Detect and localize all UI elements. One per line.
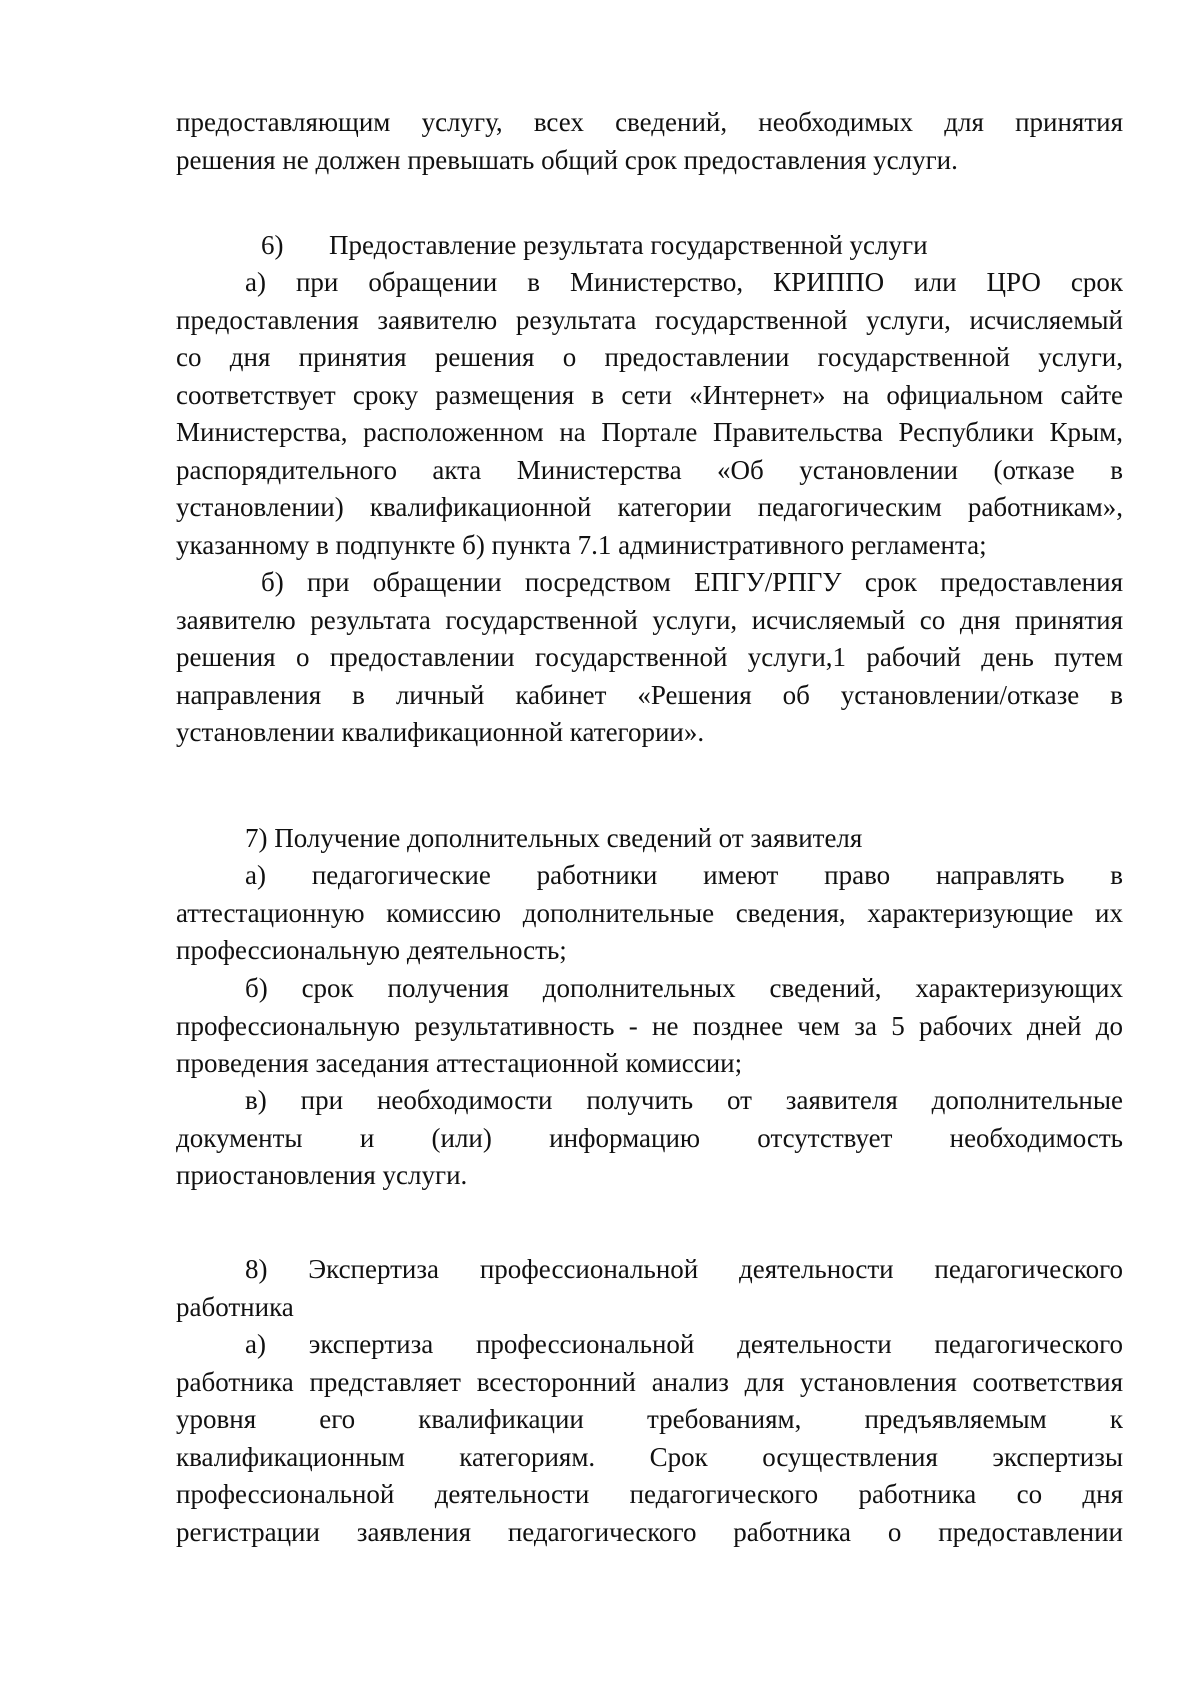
text-line: заявителю результата государственной услуги, исчисляемый со дня принятия <box>176 604 1123 635</box>
heading-line: работника <box>176 1291 294 1322</box>
text-line: б) при обращении посредством ЕПГУ/РПГУ срок предоставления <box>261 567 1123 597</box>
text-line: квалификационным категориям. Срок осуществления экспертизы <box>176 1441 1123 1472</box>
heading-line <box>176 227 1123 265</box>
text-line: со дня принятия решения о предоставлении государственной услуги, <box>176 342 1123 372</box>
text-line: приостановления услуги. <box>176 1160 468 1190</box>
text-line: направления в личный кабинет «Решения об установлении/отказе в <box>176 679 1123 710</box>
text-line: работника представляет всесторонний анализ для установления соответствия <box>176 1366 1123 1397</box>
text-line: а) педагогические работники имеют право направлять в <box>245 860 1123 890</box>
text-line: документы и (или) информацию отсутствует необходимость <box>176 1122 1123 1153</box>
text-line: профессиональную результативность - не позднее чем за 5 рабочих дней до <box>176 1010 1123 1041</box>
text-line: предоставления заявителю результата государственной услуги, исчисляемый <box>176 304 1123 335</box>
section-8-heading <box>176 1251 1123 1326</box>
text-line: профессиональную деятельность; <box>176 935 567 965</box>
text-line: Министерства, расположенном на Портале Правительства Республики Крым, <box>176 417 1123 447</box>
text-line: предоставляющим услугу, всех сведений, необходимых для принятия <box>176 107 1123 137</box>
text-line: установлении квалификационной категории». <box>176 717 705 747</box>
section-7-item-a <box>176 857 1123 970</box>
section-8-item-a <box>176 1326 1123 1551</box>
text-line: а) при обращении в Министерство, КРИППО или ЦРО срок <box>245 267 1123 297</box>
heading-line: 8) Экспертиза профессиональной деятельности педагогического <box>245 1254 1123 1284</box>
text-line: решения о предоставлении государственной услуги,1 рабочий день путем <box>176 642 1123 672</box>
section-7-item-v <box>176 1082 1123 1195</box>
text-line: аттестационную комиссию дополнительные сведения, характеризующие их <box>176 897 1123 928</box>
text-line: регистрации заявления педагогического работника о предоставлении <box>176 1516 1123 1547</box>
text-line: распорядительного акта Министерства «Об установлении (отказе в <box>176 454 1123 485</box>
text-line: в) при необходимости получить от заявителя дополнительные <box>245 1085 1123 1115</box>
text-line: указанному в подпункте б) пункта 7.1 административного регламента; <box>176 529 987 560</box>
text-line: проведения заседания аттестационной комиссии; <box>176 1048 743 1078</box>
section-7-heading <box>176 820 1123 858</box>
section-title: Предоставление результата государственной услуги <box>329 230 928 260</box>
text-line: профессиональной деятельности педагогического работника со дня <box>176 1479 1123 1509</box>
heading-line: 7) Получение дополнительных сведений от заявителя <box>245 823 863 853</box>
text-line: уровня его квалификации требованиям, предъявляемым к <box>176 1404 1123 1434</box>
text-line: решения не должен превышать общий срок предоставления услуги. <box>176 144 958 175</box>
text-line: б) срок получения дополнительных сведений, характеризующих <box>245 973 1123 1003</box>
section-6-item-b <box>176 564 1123 752</box>
intro-paragraph <box>176 104 1123 179</box>
section-6-heading <box>176 227 1123 265</box>
text-line: а) экспертиза профессиональной деятельности педагогического <box>245 1329 1123 1359</box>
section-6-item-a <box>176 264 1123 564</box>
section-number: 6) <box>261 230 284 260</box>
text-line: установлении) квалификационной категории педагогическим работникам», <box>176 492 1123 522</box>
section-7-item-b <box>176 970 1123 1083</box>
text-line: соответствует сроку размещения в сети «Интернет» на официальном сайте <box>176 379 1123 410</box>
